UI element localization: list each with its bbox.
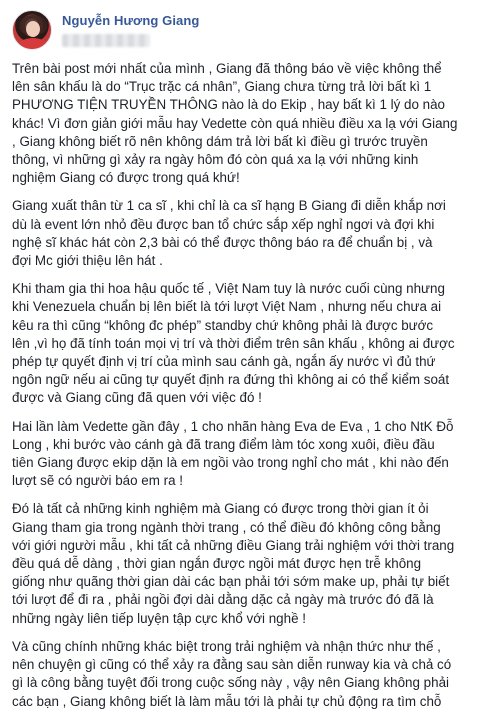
post-header bbox=[12, 10, 482, 50]
avatar-face-shape bbox=[26, 21, 40, 37]
post-paragraph-5: Đó là tất cả những kinh nghiệm mà Giang có được trong thời gian ít ỏi Giang tham gia trong ngành thời trang , có thể điều đó không công bằng với giới người mẫu , khi tất cả những điều Giang trải nghiệm với thời trang đều quá dễ dàng , thời gian ngắn được ngồi mát được hẹn trễ không giống như quãng thời gian dài các bạn phải tới sớm make up, phải tự biết tới lượt để đi ra , phải ngồi đợi dài dằng dặc cả ngày mà trước đó đã là những ngày liên tiếp luyện tập cực khổ với nghề ! bbox=[12, 501, 455, 626]
avatar-dress-shape bbox=[17, 38, 49, 50]
post-body bbox=[12, 60, 490, 714]
post-paragraph-2: Giang xuất thân từ 1 ca sĩ , khi chỉ là ca sĩ hạng B Giang đi diễn khắp nơi dù là event lớn nhỏ đều được ban tổ chức sắp xếp nghỉ ngơi và đợi khi nghệ sĩ khác hát còn 2,3 bài có thể được thông báo ra để chuẩn bị , và đợi Mc giới thiệu lên hát . bbox=[12, 198, 446, 269]
post-paragraph-4: Hai lần làm Vedette gần đây , 1 cho nhãn hàng Eva de Eva , 1 cho NtK Đỗ Long , khi bước vào cánh gà đã trang điểm làm tóc xong xuôi, điều đầu tiên Giang được ekip dặn là em ngồi vào trong nghỉ cho mát , khi nào đến lượt sẽ có người báo em ra ! bbox=[12, 418, 454, 489]
post-paragraph-1: Trên bài post mới nhất của mình , Giang đã thông báo về việc không thể lên sân khấu là do “Trục trặc cá nhân”, Giang chưa từng trả lời bất kì 1 PHƯƠNG TIỆN TRUYỀN THÔNG nào là do Ekip , hay bất kì 1 lý do nào khác! Vì đơn giản giới mẫu hay Vedette còn quá nhiều điều xa lạ với Giang , Giang không biết rõ nên không dám trả lời bất kì điều gì trước truyền thông, vì những gì xảy ra ngày hôm đó còn quá xa lạ với những kinh nghiệm Giang có được trong quá khứ! bbox=[12, 61, 458, 186]
author-avatar[interactable] bbox=[12, 10, 52, 50]
post-paragraph-6: Và cũng chính những khác biệt trong trải nghiệm và nhận thức như thế , nên chuyện gì cũng có thể xảy ra đằng sau sàn diễn runway kia và chả có gì là công bằng tuyệt đối trong cuộc sống này , vậy nên Giang không phải các bạn , Giang không biết là làm mẫu tới là phải tự chủ động ra tìm chỗ bbox=[12, 638, 452, 709]
post-meta-blurred bbox=[62, 34, 150, 47]
author-name-link[interactable]: Nguyễn Hương Giang bbox=[62, 13, 200, 28]
post-paragraph-3: Khi tham gia thi hoa hậu quốc tế , Việt Nam tuy là nước cuối cùng nhưng khi Venezuela chuẩn bị lên biết là tới lượt Việt Nam , nhưng nếu chưa ai kêu ra thì cũng “không đc phép” standby chứ không phải là được bước lên ,vì họ đã tính toán mọi vị trí và thời điểm trên sân khấu , không ai được phép tự quyết định vị trí của mình sau cánh gà, ngắn ấy nước vì đủ thứ ngôn ngữ nếu ai cũng tự quyết định ra đứng thì không ai có thể kiểm soát được và Giang cũng đã quen với việc đó ! bbox=[12, 281, 455, 406]
